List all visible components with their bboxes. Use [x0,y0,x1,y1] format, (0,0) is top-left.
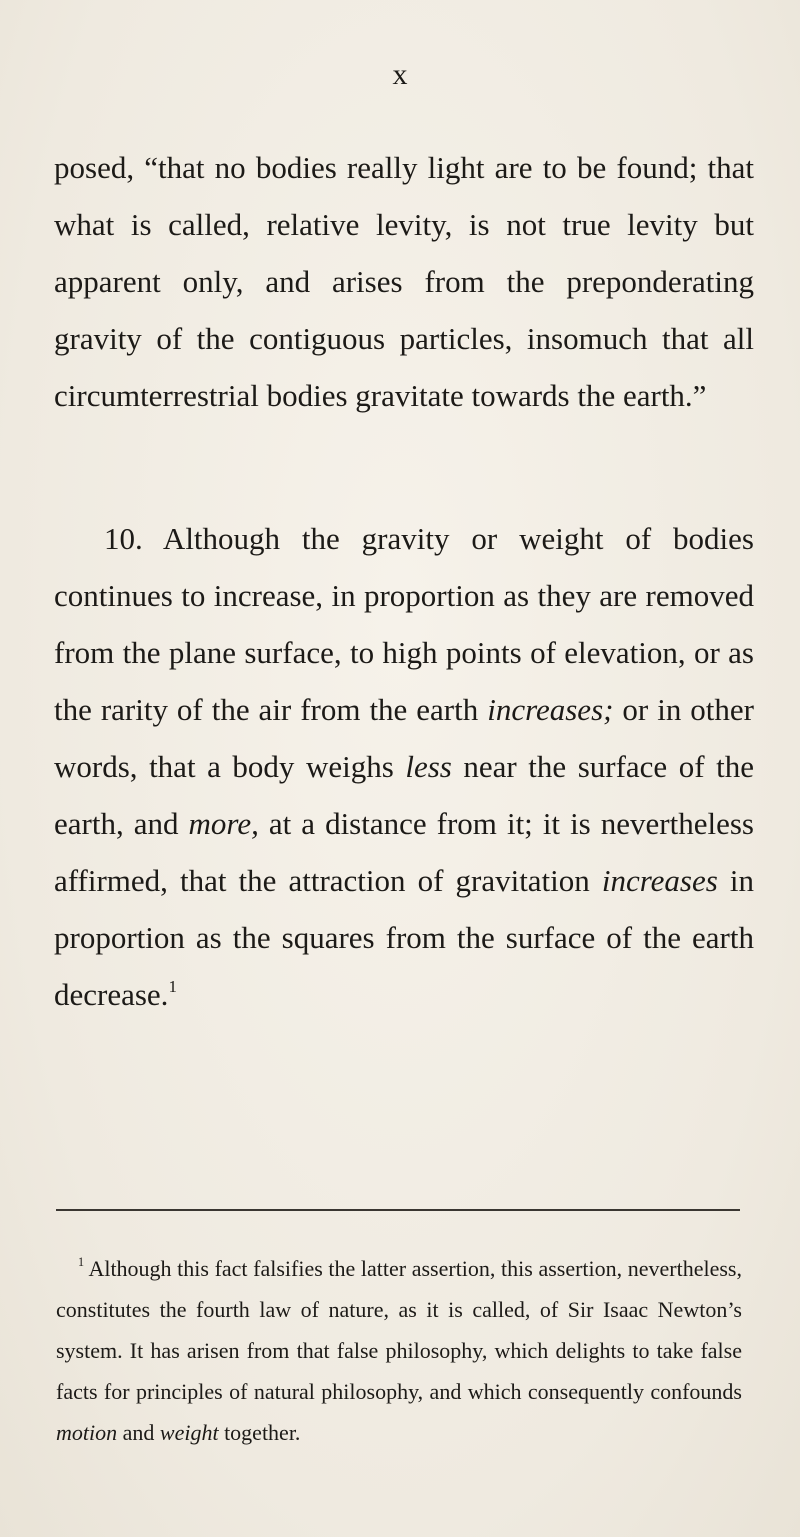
page-number: x [392,58,408,91]
paragraph-2-text: or in other words, that a body weighs [54,692,754,784]
footnote-divider [56,1209,740,1211]
emphasis-increases: increases; [487,692,614,727]
footnote-body [56,1248,742,1453]
emphasis-motion: motion [56,1420,118,1445]
paragraph-2-text: 10. Although the gravity or weight of bodies continues to increase, in proportion as they are removed from the plane surface, to high points of elevation, or as the rarity of the air from the earth [54,521,754,727]
paragraph-2-text: near the surface of the earth, and [54,749,754,841]
footnote-text: together. [218,1420,301,1445]
paragraph-1-text: posed, “that no bodies really light are to be found; that what is called, relative levity, is not true levity but apparent only, and arises from the preponderating gravity of the contiguous particles, insomuch that all circumterrestrial bodies gravitate towards the earth.” [54,150,754,413]
paragraph-2-text: in proportion as the squares from the surface of the earth decrease. [54,863,754,1012]
emphasis-increases: increases [601,863,718,898]
footnote-marker: 1 [78,1255,85,1270]
footnote-text: Although this fact falsifies the latter assertion, this assertion, nevertheless, constitutes the fourth law of nature, as it is called, of Sir Isaac Newton’s system. It has arisen from that false philosophy, which delights to take false facts for principles of natural philosophy, and which consequently confounds [56,1256,742,1404]
emphasis-more: more, [188,806,259,841]
footnote-text: and [117,1420,160,1445]
paragraph-1 [54,139,754,424]
footnote-reference: 1 [168,976,177,996]
footnote [56,1248,742,1453]
paragraph-2-text: at a distance from it; it is nevertheless affirmed, that the attraction of gravitation [54,806,754,898]
paragraph-2 [54,510,754,1023]
emphasis-less: less [405,749,452,784]
emphasis-weight: weight [159,1420,219,1445]
